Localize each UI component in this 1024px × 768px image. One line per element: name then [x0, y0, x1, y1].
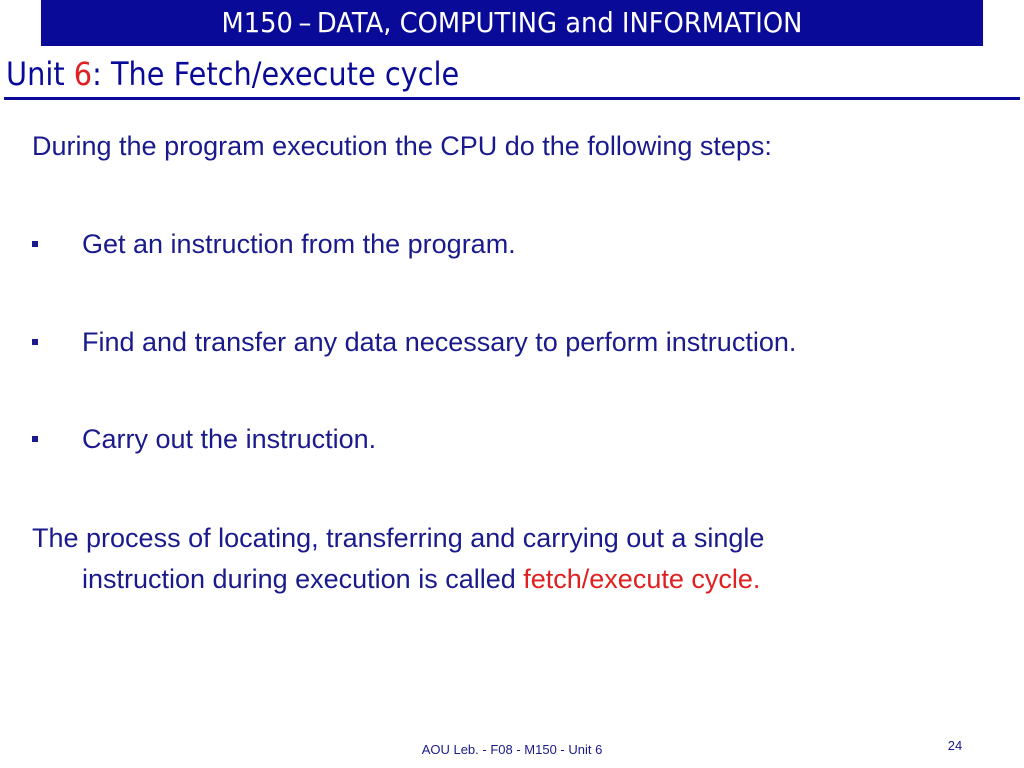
conclusion-line-2-text: instruction during execution is called	[82, 564, 524, 594]
bullet-text: Get an instruction from the program.	[82, 229, 516, 259]
slide-footer: AOU Leb. - F08 - M150 - Unit 6	[421, 742, 603, 757]
conclusion-highlight: fetch/execute cycle.	[523, 564, 761, 594]
slide-title	[6, 51, 459, 97]
title-prefix: Unit	[6, 55, 74, 93]
square-bullet-icon	[32, 436, 38, 442]
intro-text: During the program execution the CPU do the following steps:	[32, 131, 772, 161]
course-header-bar	[41, 0, 983, 46]
title-suffix: : The Fetch/execute cycle	[92, 55, 460, 93]
header-dash: –	[298, 6, 312, 39]
course-title: DATA, COMPUTING and INFORMATION	[316, 6, 803, 39]
page-number: 24	[947, 738, 963, 753]
conclusion-line-2	[32, 559, 1012, 600]
title-underline	[4, 97, 1020, 100]
unit-number: 6	[73, 55, 93, 93]
course-code: M150	[221, 6, 293, 39]
conclusion-line-1: The process of locating, transferring and carrying out a single	[32, 523, 765, 553]
bullet-text: Find and transfer any data necessary to perform instruction.	[82, 327, 797, 357]
square-bullet-icon	[32, 241, 38, 247]
square-bullet-icon	[32, 339, 38, 345]
bullet-text: Carry out the instruction.	[82, 424, 377, 454]
conclusion-paragraph	[32, 518, 1012, 600]
